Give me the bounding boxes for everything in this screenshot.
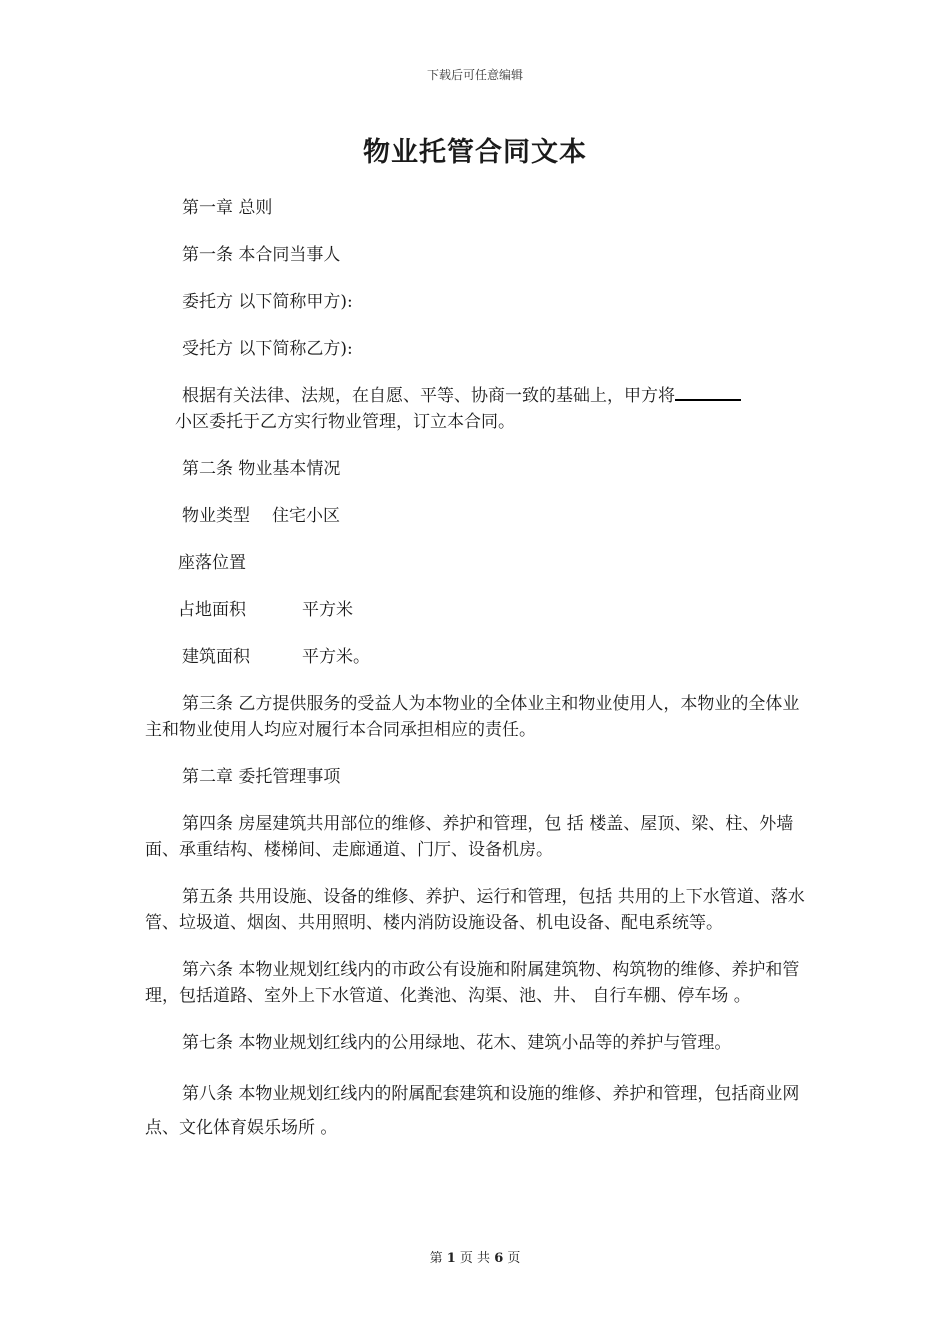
paragraph: 第四条 房屋建筑共用部位的维修、养护和管理，包 括 楼盖、屋顶、梁、柱、外墙面、承重结构、楼梯间、走廊通道、门厅、设备机房。 [145, 814, 794, 860]
paragraph [175, 383, 807, 409]
location-line: 座落位置 [178, 553, 246, 573]
chapter-heading: 第二章 委托管理事项 [182, 767, 341, 787]
article-heading: 第一条 本合同当事人 [182, 245, 341, 265]
page-number: 1 [446, 1251, 456, 1266]
total-pages: 6 [494, 1251, 504, 1266]
paragraph: 第七条 本物业规划红线内的公用绿地、花木、建筑小品等的养护与管理。 [182, 1033, 732, 1053]
page-footer [0, 1247, 950, 1266]
paragraph-continuation: 小区委托于乙方实行物业管理，订立本合同。 [175, 412, 515, 432]
party-b-line: 受托方 以下简称乙方): [182, 339, 353, 359]
field-label: 建筑面积 [182, 647, 250, 667]
footer-middle: 页 共 [459, 1251, 491, 1266]
paragraph: 第六条 本物业规划红线内的市政公有设施和附属建筑物、构筑物的维修、养护和管理，包括道路、室外上下水管道、化粪池、沟渠、池、井、 自行车棚、停车场 。 [145, 960, 800, 1006]
article-heading: 第二条 物业基本情况 [182, 459, 341, 479]
party-a-line: 委托方 以下简称甲方): [182, 292, 353, 312]
field-unit: 平方米 [302, 600, 353, 620]
paragraph: 第三条 乙方提供服务的受益人为本物业的全体业主和物业使用人，本物业的全体业主和物业使用人均应对履行本合同承担相应的责任。 [145, 694, 800, 740]
fill-blank [675, 383, 741, 401]
field-unit: 平方米。 [302, 647, 370, 667]
paragraph: 第八条 本物业规划红线内的附属配套建筑和设施的维修、养护和管理，包括商业网点、文化体育娱乐场所 。 [145, 1084, 800, 1138]
footer-prefix: 第 [429, 1251, 443, 1266]
field-label: 占地面积 [178, 600, 246, 620]
document-body [145, 195, 807, 1145]
document-title: 物业托管合同文本 [363, 137, 587, 168]
paragraph-text: 根据有关法律、法规，在自愿、平等、协商一致的基础上，甲方将 [182, 386, 675, 406]
page-header: 下载后可任意编辑 [426, 68, 523, 82]
footer-suffix: 页 [507, 1251, 521, 1266]
property-type-line [145, 503, 807, 529]
chapter-heading: 第一章 总则 [182, 198, 273, 218]
field-value: 住宅小区 [272, 506, 340, 526]
building-area-line [145, 644, 807, 670]
paragraph: 第五条 共用设施、设备的维修、养护、运行和管理，包括 共用的上下水管道、落水管、垃圾道、烟囱、共用照明、楼内消防设施设备、机电设备、配电系统等。 [145, 887, 805, 933]
field-label: 物业类型 [182, 506, 250, 526]
land-area-line [175, 597, 807, 623]
